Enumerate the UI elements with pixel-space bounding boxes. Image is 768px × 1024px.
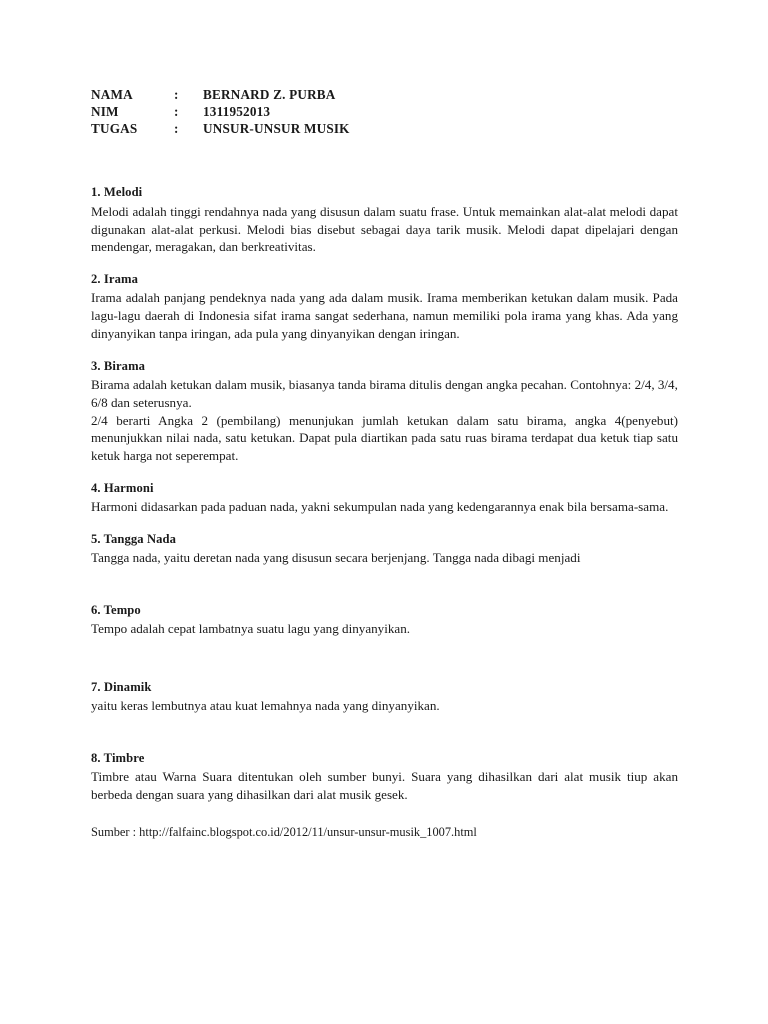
header-value-nim: 1311952013 [203, 104, 271, 120]
header-row-nim [91, 103, 678, 120]
section-birama [91, 357, 678, 465]
student-info-header [91, 86, 678, 137]
section-body-birama-detail: 2/4 berarti Angka 2 (pembilang) menunjukan jumlah ketukan dalam satu birama, angka 4(penyebut) menunjukkan nilai nada, satu ketukan. Dapat pula diartikan pada satu ruas birama terdapat dua ketuk tiap satu ketuk harga not seperempat. [91, 412, 678, 464]
section-heading-birama: 3. Birama [91, 358, 146, 373]
section-body-irama: Irama adalah panjang pendeknya nada yang ada dalam musik. Irama memberikan ketukan dalam musik. Pada lagu-lagu daerah di Indonesia sifat irama sangat sederhana, namun memiliki pola irama yang khas. Ada yang dinyanyikan tanpa iringan, ada pula yang dinyanyikan dengan iringan. [91, 290, 678, 341]
header-value-nama: BERNARD Z. PURBA [203, 87, 336, 102]
section-heading-melodi: 1. Melodi [91, 185, 143, 200]
section-melodi [91, 183, 678, 256]
section-tempo [91, 601, 678, 638]
header-label-nim: NIM [91, 104, 119, 120]
section-body-dinamik: yaitu keras lembutnya atau kuat lemahnya nada yang dinyanyikan. [91, 698, 440, 714]
source-reference: Sumber : http://falfainc.blogspot.co.id/2012/11/unsur-unsur-musik_1007.html [91, 825, 477, 839]
section-body-tempo: Tempo adalah cepat lambatnya suatu lagu yang dinyanyikan. [91, 621, 411, 637]
section-dinamik [91, 678, 678, 715]
section-timbre [91, 749, 678, 804]
section-heading-dinamik: 7. Dinamik [91, 680, 152, 695]
section-heading-harmoni: 4. Harmoni [91, 480, 154, 495]
header-value-tugas: UNSUR-UNSUR MUSIK [203, 121, 350, 137]
section-heading-timbre: 8. Timbre [91, 751, 145, 766]
section-irama [91, 270, 678, 343]
section-body-tangga-nada: Tangga nada, yaitu deretan nada yang disusun secara berjenjang. Tangga nada dibagi menjadi [91, 550, 581, 566]
header-colon-nim: : [174, 104, 179, 120]
section-heading-tangga-nada: 5. Tangga Nada [91, 532, 177, 547]
section-harmoni [91, 479, 678, 516]
section-body-birama: Birama adalah ketukan dalam musik, biasanya tanda birama ditulis dengan angka pecahan. Contohnya: 2/4, 3/4, 6/8 dan seterusnya. [91, 377, 678, 410]
section-body-harmoni: Harmoni didasarkan pada paduan nada, yakni sekumpulan nada yang kedengarannya enak bila bersama-sama. [91, 499, 669, 515]
section-body-melodi: Melodi adalah tinggi rendahnya nada yang disusun dalam suatu frase. Untuk memainkan alat-alat melodi dapat digunakan alat-alat perkusi. Melodi bias disebut sebagai daya tarik musik. Melodi dapat dipelajari dengan mendengar, meragakan, dan berkreativitas. [91, 203, 678, 255]
document-content [91, 86, 678, 818]
section-tangga-nada [91, 530, 678, 567]
section-body-timbre: Timbre atau Warna Suara ditentukan oleh sumber bunyi. Suara yang dihasilkan dari alat musik tiup akan berbeda dengan suara yang dihasilkan dari alat musik gesek. [91, 769, 678, 803]
section-heading-tempo: 6. Tempo [91, 603, 141, 618]
header-colon-nama: : [174, 87, 179, 102]
header-row-nama [91, 86, 678, 103]
header-row-tugas [91, 120, 678, 137]
header-colon-tugas: : [174, 121, 179, 137]
section-heading-irama: 2. Irama [91, 272, 138, 287]
header-label-nama: NAMA [91, 87, 133, 102]
header-label-tugas: TUGAS [91, 121, 138, 137]
